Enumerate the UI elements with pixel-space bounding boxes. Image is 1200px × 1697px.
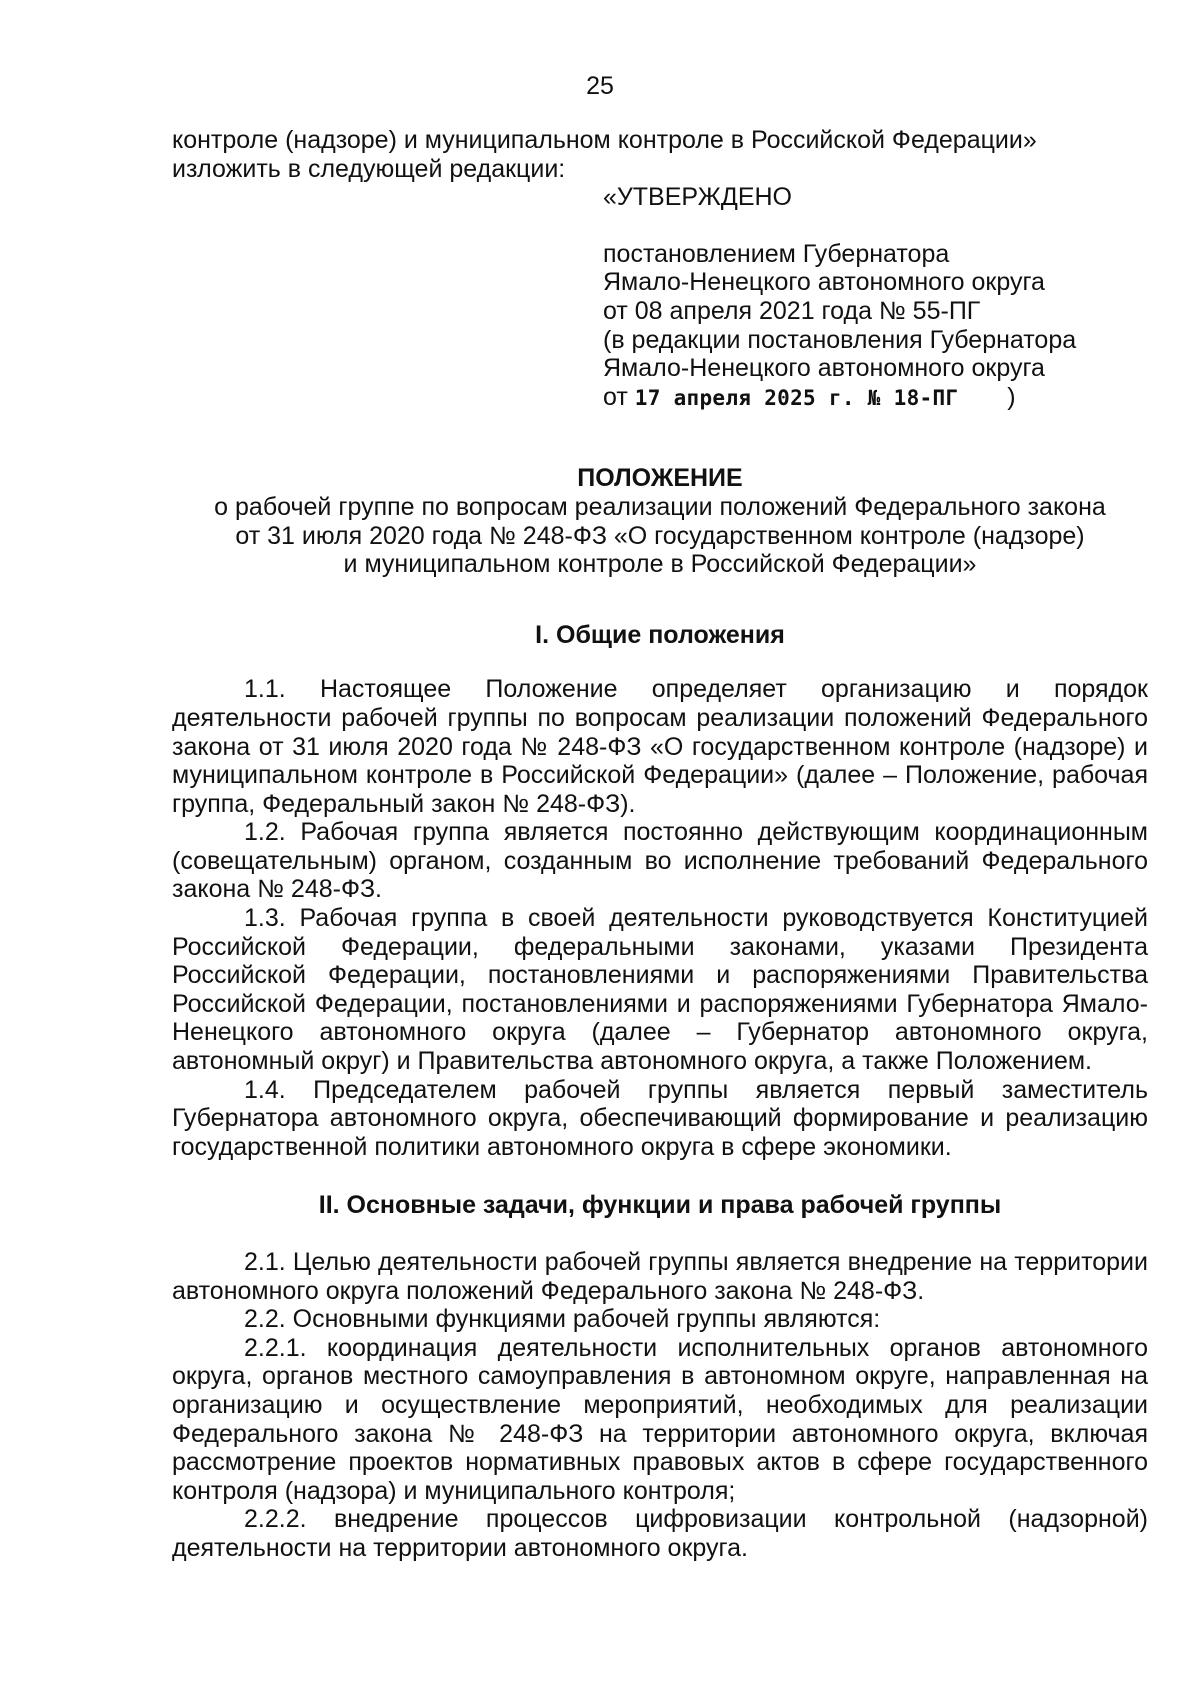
intro-line-1: контроле (надзоре) и муниципальном контроле в Российской Федерации» <box>172 126 1037 154</box>
approval-registration-prefix: от <box>603 382 628 411</box>
document-subtitle-line: о рабочей группе по вопросам реализации положений Федерального закона <box>214 492 1106 521</box>
paragraph-1-3: 1.3. Рабочая группа в своей деятельности руководствуется Конституцией Российской Федерации, федеральными законами, указами Президента Российской Федерации, постановлениями и распоряжениями Правительства Российской Федерации, постановлениями и распоряжениями Губернатора Ямало-Ненецкого автономного округа (далее – Губернатор автономного округа, автономный округ) и Правительства автономного округа, а также Положением. <box>172 904 1148 1076</box>
paragraph-2-2: 2.2. Основными функциями рабочей группы являются: <box>244 1305 881 1334</box>
paragraph-2-1: 2.1. Целью деятельности рабочей группы является внедрение на территории автономного округа положений Федерального закона № 248-ФЗ. <box>172 1248 1148 1305</box>
paragraph-2-2-2: 2.2.2. внедрение процессов цифровизации контрольной (надзорной) деятельности на территории автономного округа. <box>172 1505 1148 1562</box>
intro-paragraph <box>172 126 1148 183</box>
approval-line: Ямало-Ненецкого автономного округа <box>603 354 1045 383</box>
intro-line-2: изложить в следующей редакции: <box>172 154 566 183</box>
paragraph-1-4: 1.4. Председателем рабочей группы является первый заместитель Губернатора автономного округа, обеспечивающий формирование и реализацию государственной политики автономного округа в сфере экономики. <box>172 1075 1148 1161</box>
section-2-heading: II. Основные задачи, функции и права рабочей группы <box>318 1191 1002 1220</box>
paragraph-1-1: 1.1. Настоящее Положение определяет организацию и порядок деятельности рабочей группы по вопросам реализации положений Федерального закона от 31 июля 2020 года № 248-ФЗ «О государственном контроле (надзоре) и муниципальном контроле в Российской Федерации» (далее – Положение, рабочая группа, Федеральный закон № 248-ФЗ). <box>172 675 1148 818</box>
approval-line: постановлением Губернатора <box>603 239 950 268</box>
registration-number: 17 апреля 2025 г. № 18-ПГ <box>634 385 959 410</box>
approval-line: от 08 апреля 2021 года № 55-ПГ <box>603 296 981 325</box>
approval-registration-line <box>603 383 1148 413</box>
document-subtitle-line: и муниципальном контроле в Российской Федерации» <box>343 550 977 579</box>
approval-heading: «УТВЕРЖДЕНО <box>603 183 792 212</box>
document-subtitle-line: от 31 июля 2020 года № 248-ФЗ «О государственном контроле (надзоре) <box>235 521 1085 550</box>
approval-line: (в редакции постановления Губернатора <box>603 325 1077 354</box>
approval-line: Ямало-Ненецкого автономного округа <box>603 268 1045 297</box>
approval-stamp-block <box>603 183 1148 412</box>
section-1-heading: I. Общие положения <box>535 620 785 649</box>
paragraph-1-2: 1.2. Рабочая группа является постоянно действующим координационным (совещательным) органом, созданным во исполнение требований Федерального закона № 248-ФЗ. <box>172 818 1148 904</box>
paragraph-2-2-1: 2.2.1. координация деятельности исполнительных органов автономного округа, органов местного самоуправления в автономном округе, направленная на организацию и осуществление мероприятий, необходимых для реализации Федерального закона № 248-ФЗ на территории автономного округа, включая рассмотрение проектов нормативных правовых актов в сфере государственного контроля (надзора) и муниципального контроля; <box>172 1333 1148 1505</box>
document-title: ПОЛОЖЕНИЕ <box>577 464 743 493</box>
approval-registration-suffix: ) <box>1007 382 1016 411</box>
document-body <box>172 126 1148 1563</box>
page-number: 25 <box>586 72 614 100</box>
